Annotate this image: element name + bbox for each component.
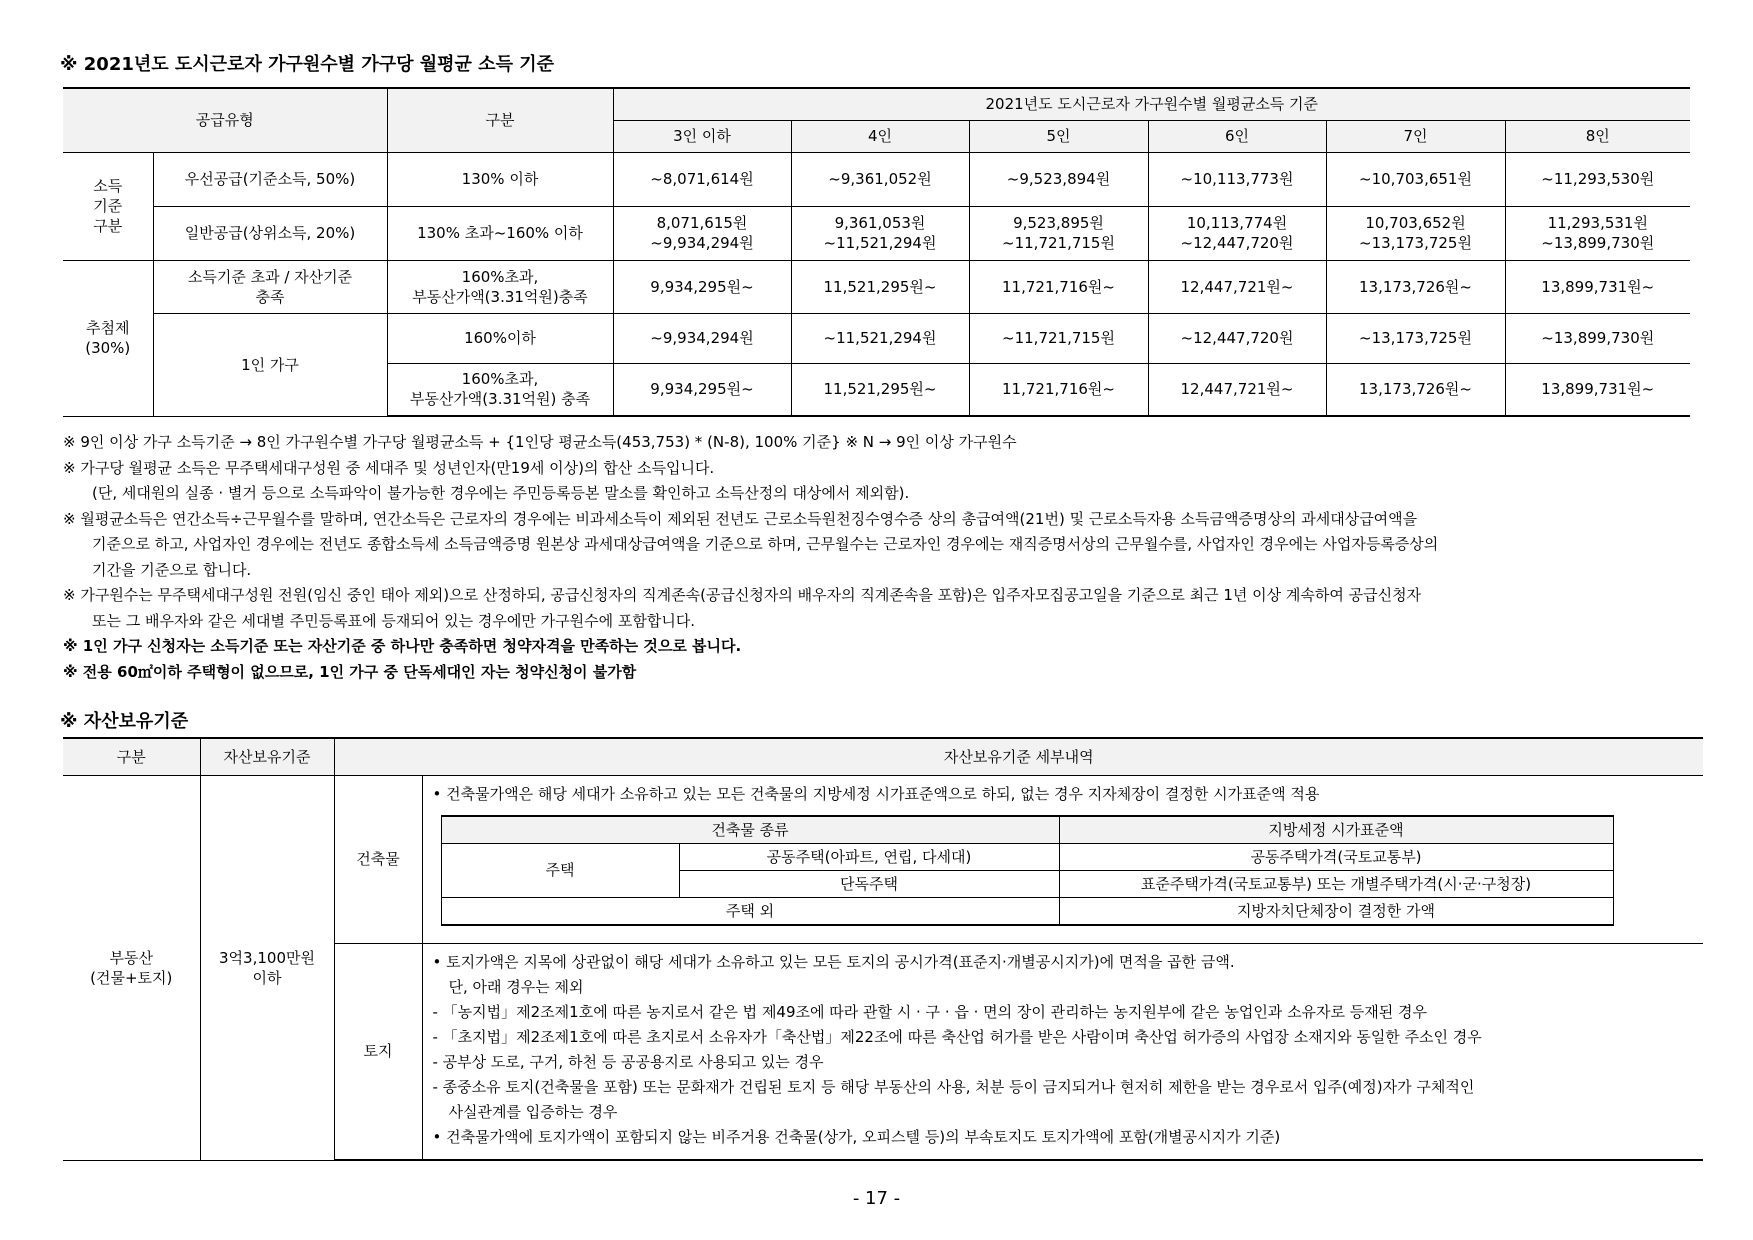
income-section-title: ※ 2021년도 도시근로자 가구원수별 가구당 월평균 소득 기준 xyxy=(60,54,554,75)
asset-criterion: 3억3,100만원 이하 xyxy=(200,775,334,1160)
note-line: 또는 그 배우자와 같은 세대별 주민등록표에 등재되어 있는 경우에만 가구원수에 포함합니다. xyxy=(92,611,696,630)
row-label: 일반공급(상위소득, 20%) xyxy=(153,206,387,260)
asset-standard-table xyxy=(63,737,1703,1161)
income-notes xyxy=(63,430,1703,685)
income-cell: 11,721,716원~ xyxy=(969,363,1148,416)
group-lottery: 추첨제 (30%) xyxy=(63,260,153,416)
income-cell: ~10,113,773원 xyxy=(1148,152,1326,206)
note-line: ※ 가구원수는 무주택세대구성원 전원(임신 중인 태아 제외)으로 산정하되, 공급신청자의 직계존속(공급신청자의 배우자의 직계존속을 포함)은 입주자모집공고일을 기준으로 최근 1년 이상 계속하여 공급신청자 xyxy=(63,586,1422,604)
land-line: • 토지가액은 지목에 상관없이 해당 세대가 소유하고 있는 모든 토지의 공시가격(표준지·개별공시지가)에 면적을 곱한 금액. xyxy=(432,952,1235,971)
land-line: 단, 아래 경우는 제외 xyxy=(448,977,584,996)
note-line: ※ 가구당 월평균 소득은 무주택세대구성원 중 세대주 및 성년인자(만19세 이상)의 합산 소득입니다. xyxy=(63,458,715,477)
income-standard-table xyxy=(63,87,1690,417)
income-cell: 11,521,295원~ xyxy=(791,260,969,313)
building-value-table xyxy=(441,815,1614,926)
income-cell: ~12,447,720원 xyxy=(1148,313,1326,363)
building-type: 공동주택(아파트, 연립, 다세대) xyxy=(679,843,1059,870)
land-line: - 공부상 도로, 구거, 하천 등 공공용지로 사용되고 있는 경우 xyxy=(432,1052,824,1071)
income-cell: 10,703,652원 ~13,173,725원 xyxy=(1326,206,1505,260)
note-line: ※ 전용 60㎡이하 주택형이 없으므로, 1인 가구 중 단독세대인 자는 청약신청이 불가함 xyxy=(63,662,637,681)
note-line: 기간을 기준으로 합니다. xyxy=(92,560,252,579)
note-line: ※ 월평균소득은 연간소득÷근무월수를 말하며, 연간소득은 근로자의 경우에는 비과세소득이 제외된 전년도 근로소득원천징수영수증 상의 총급여액(21번) 및 근로소득자용 소득금액증명상의 과세대상급여액을 xyxy=(63,509,1418,528)
asset-header-criterion: 자산보유기준 xyxy=(200,738,334,775)
building-label: 건축물 xyxy=(334,775,422,943)
row-condition: 160%이하 xyxy=(387,313,613,363)
income-cell: 9,934,295원~ xyxy=(613,363,791,416)
land-detail xyxy=(422,943,1703,1160)
header-col-5: 5인 xyxy=(969,120,1148,152)
header-category: 구분 xyxy=(387,88,613,152)
land-line: - 「초지법」제2조제1호에 따른 초지로서 소유자가「축산법」제22조에 따른 축산업 허가를 받은 사람이며 축산업 허가증의 사업장 소재지와 동일한 주소인 경우 xyxy=(432,1027,1482,1046)
group-income: 소득 기준 구분 xyxy=(63,152,153,260)
income-cell: ~9,934,294원 xyxy=(613,313,791,363)
income-cell: 12,447,721원~ xyxy=(1148,363,1326,416)
header-col-3: 3인 이하 xyxy=(613,120,791,152)
income-cell: 8,071,615원 ~9,934,294원 xyxy=(613,206,791,260)
header-col-6: 6인 xyxy=(1148,120,1326,152)
row-label: 소득기준 초과 / 자산기준 충족 xyxy=(153,260,387,313)
asset-header-category: 구분 xyxy=(63,738,200,775)
income-cell: ~8,071,614원 xyxy=(613,152,791,206)
building-value: 표준주택가격(국토교통부) 또는 개별주택가격(시·군·구청장) xyxy=(1059,870,1613,897)
income-cell: 11,521,295원~ xyxy=(791,363,969,416)
income-cell: 13,173,726원~ xyxy=(1326,363,1505,416)
building-type: 주택 외 xyxy=(441,897,1059,925)
income-cell: 10,113,774원 ~12,447,720원 xyxy=(1148,206,1326,260)
income-cell: 13,173,726원~ xyxy=(1326,260,1505,313)
row-condition: 130% 초과~160% 이하 xyxy=(387,206,613,260)
income-cell: ~10,703,651원 xyxy=(1326,152,1505,206)
page-number: - 17 - xyxy=(852,1188,901,1209)
land-line: 사실관계를 입증하는 경우 xyxy=(448,1102,618,1121)
header-col-8: 8인 xyxy=(1505,120,1690,152)
income-cell: 9,523,895원 ~11,721,715원 xyxy=(969,206,1148,260)
income-cell: 13,899,731원~ xyxy=(1505,363,1690,416)
asset-header-detail: 자산보유기준 세부내역 xyxy=(334,738,1703,775)
income-cell: ~11,521,294원 xyxy=(791,313,969,363)
income-cell: 13,899,731원~ xyxy=(1505,260,1690,313)
building-value-header: 지방세정 시가표준액 xyxy=(1059,816,1613,844)
header-group: 2021년도 도시근로자 가구원수별 월평균소득 기준 xyxy=(613,88,1690,120)
income-cell: 11,721,716원~ xyxy=(969,260,1148,313)
note-line: 기준으로 하고, 사업자인 경우에는 전년도 종합소득세 소득금액증명 원본상 과세대상급여액을 기준으로 하며, 근무월수는 근로자인 경우에는 재직증명서상의 근무월수를, 사업자인 경우에는 사업자등록증상의 xyxy=(92,535,1439,553)
asset-category: 부동산 (건물+토지) xyxy=(63,775,200,1160)
income-cell: ~11,293,530원 xyxy=(1505,152,1690,206)
income-cell: ~11,721,715원 xyxy=(969,313,1148,363)
row-condition: 160%초과, 부동산가액(3.31억원)충족 xyxy=(387,260,613,313)
row-label: 우선공급(기준소득, 50%) xyxy=(153,152,387,206)
asset-section-title: ※ 자산보유기준 xyxy=(60,711,189,732)
note-line: ※ 1인 가구 신청자는 소득기준 또는 자산기준 중 하나만 충족하면 청약자격을 만족하는 것으로 봅니다. xyxy=(63,637,742,655)
header-col-4: 4인 xyxy=(791,120,969,152)
income-cell: ~13,899,730원 xyxy=(1505,313,1690,363)
income-cell: ~13,173,725원 xyxy=(1326,313,1505,363)
header-supply-type: 공급유형 xyxy=(63,88,387,152)
land-label: 토지 xyxy=(334,943,422,1160)
income-cell: 9,934,295원~ xyxy=(613,260,791,313)
row-condition: 160%초과, 부동산가액(3.31억원) 충족 xyxy=(387,363,613,416)
building-value: 지방자치단체장이 결정한 가액 xyxy=(1059,897,1613,925)
land-line: • 건축물가액에 토지가액이 포함되지 않는 비주거용 건축물(상가, 오피스텔 등)의 부속토지도 토지가액에 포함(개별공시지가 기준) xyxy=(432,1127,1281,1146)
income-cell: ~9,523,894원 xyxy=(969,152,1148,206)
income-cell: 11,293,531원 ~13,899,730원 xyxy=(1505,206,1690,260)
land-line: - 「농지법」제2조제1호에 따른 농지로서 같은 법 제49조에 따라 관할 시 · 구 · 읍 · 면의 장이 관리하는 농지원부에 같은 농업인과 소유자로 등재된 경우 xyxy=(432,1002,1428,1021)
income-cell: ~9,361,052원 xyxy=(791,152,969,206)
income-cell: 9,361,053원 ~11,521,294원 xyxy=(791,206,969,260)
house-label: 주택 xyxy=(441,843,679,897)
building-detail xyxy=(422,775,1703,943)
building-intro: • 건축물가액은 해당 세대가 소유하고 있는 모든 건축물의 지방세정 시가표준액으로 하되, 없는 경우 지자체장이 결정한 시가표준액 적용 xyxy=(432,784,1320,803)
building-type: 단독주택 xyxy=(679,870,1059,897)
row-label-single: 1인 가구 xyxy=(153,313,387,416)
income-cell: 12,447,721원~ xyxy=(1148,260,1326,313)
note-line: ※ 9인 이상 가구 소득기준 → 8인 가구원수별 가구당 월평균소득 + {1인당 평균소득(453,753) * (N-8), 100% 기준} ※ N → 9인 이상 가구원수 xyxy=(63,433,1017,451)
header-col-7: 7인 xyxy=(1326,120,1505,152)
land-line: - 종중소유 토지(건축물을 포함) 또는 문화재가 건립된 토지 등 해당 부동산의 사용, 처분 등이 금지되거나 현저히 제한을 받는 경우로서 입주(예정)자가 구체적인 xyxy=(432,1077,1475,1096)
row-condition: 130% 이하 xyxy=(387,152,613,206)
building-type-header: 건축물 종류 xyxy=(441,816,1059,844)
building-value: 공동주택가격(국토교통부) xyxy=(1059,843,1613,870)
note-line: (단, 세대원의 실종 · 별거 등으로 소득파악이 불가능한 경우에는 주민등록등본 말소를 확인하고 소득산정의 대상에서 제외함). xyxy=(92,484,910,502)
